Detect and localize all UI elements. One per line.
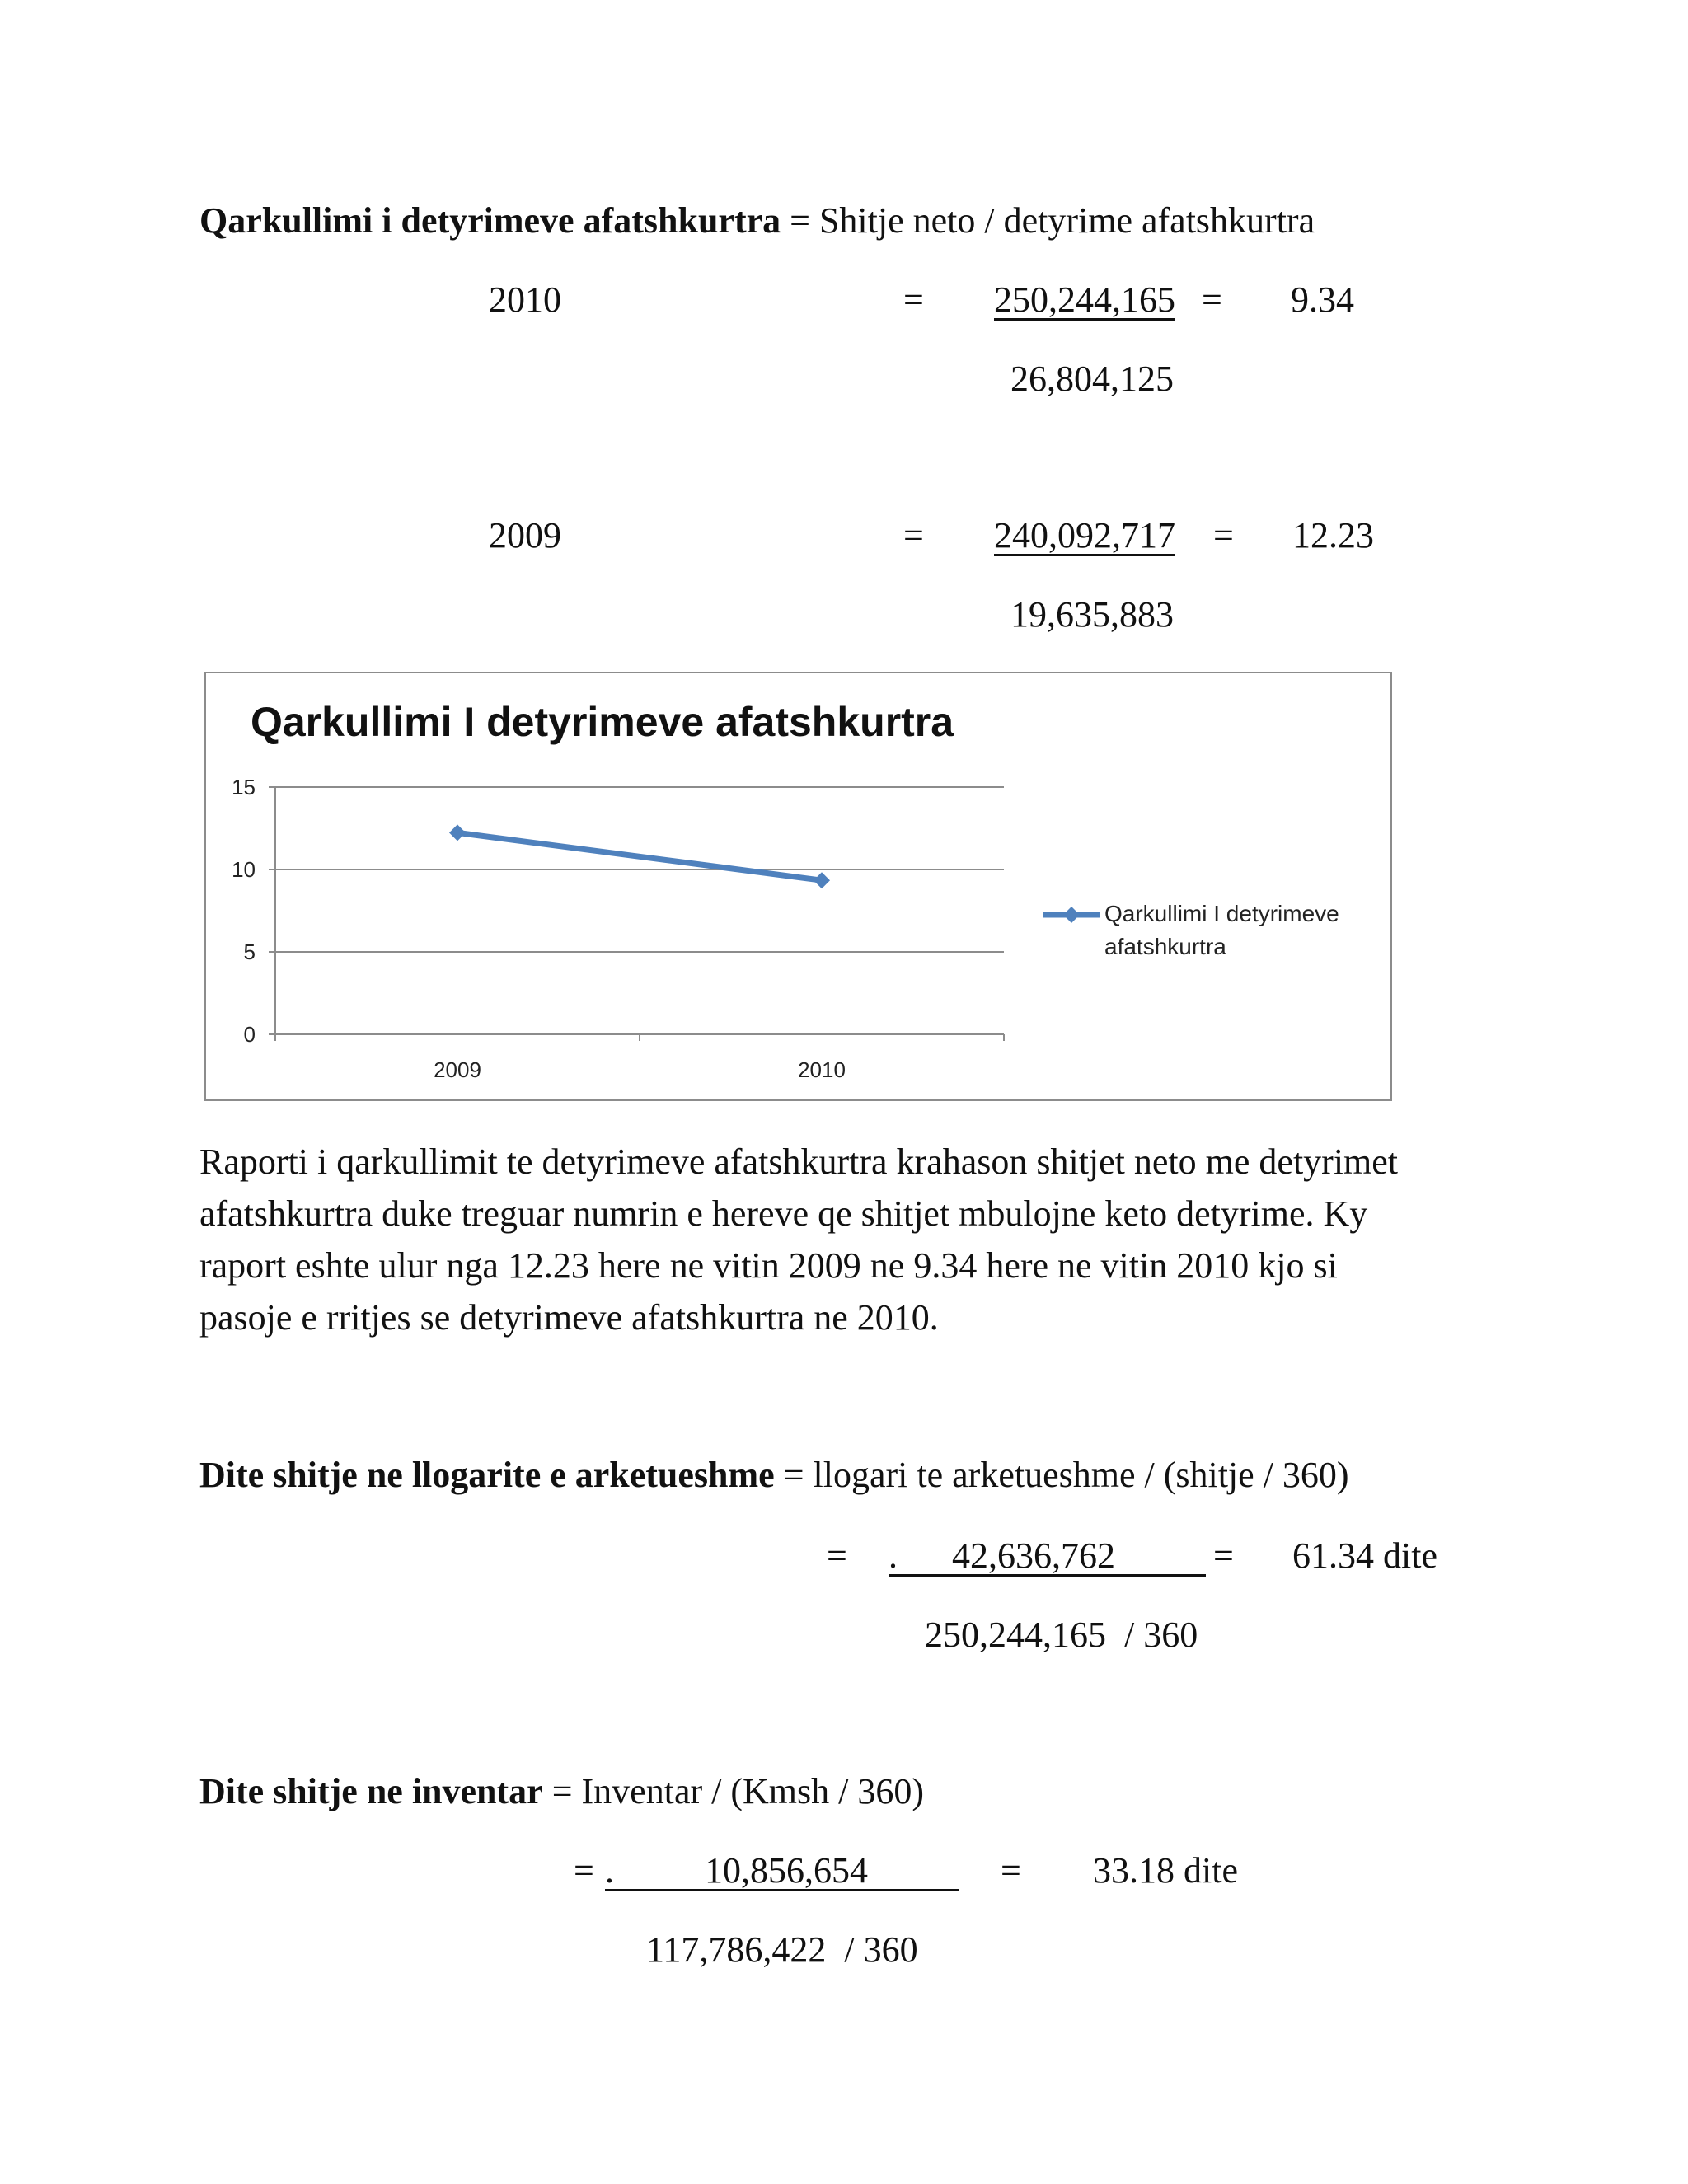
section3-equals: = — [574, 1850, 594, 1891]
paragraph-line: pasoje e rritjes se detyrimeve afatshkurtra ne 2010. — [199, 1297, 939, 1338]
y-tick-label: 10 — [232, 857, 256, 882]
row-2010-year: 2010 — [489, 279, 561, 320]
row-2010-equals: = — [903, 279, 924, 320]
section2-formula: = llogari te arketueshme / (shitje / 360) — [783, 1455, 1349, 1495]
section3-heading — [199, 1771, 924, 1811]
row-2009-result: 12.23 — [1292, 515, 1374, 555]
x-tick-label: 2009 — [434, 1057, 481, 1082]
section1-heading — [199, 200, 1315, 241]
data-point — [814, 872, 830, 888]
section1-formula: = Shitje neto / detyrime afatshkurtra — [790, 200, 1315, 241]
section2-title: Dite shitje ne llogarite e arketueshme — [199, 1455, 775, 1495]
row-2010-denominator: 26,804,125 — [1010, 359, 1174, 399]
row-2009-denominator: 19,635,883 — [1010, 594, 1174, 635]
analysis-paragraph — [199, 1136, 1485, 1343]
section3-formula: = Inventar / (Kmsh / 360) — [551, 1771, 924, 1811]
row-2010-result: 9.34 — [1291, 279, 1354, 320]
section3-numerator: . 10,856,654 — [605, 1850, 959, 1891]
line-chart — [204, 672, 1392, 1101]
section3-title: Dite shitje ne inventar — [199, 1771, 543, 1811]
section3-result: 33.18 dite — [1093, 1850, 1238, 1891]
section2-equals: = — [827, 1535, 847, 1576]
section1-title: Qarkullimi i detyrimeve afatshkurtra — [199, 200, 781, 241]
row-2009-equals-2: = — [1213, 515, 1234, 555]
x-tick-label: 2010 — [798, 1057, 846, 1082]
section2-denominator: 250,244,165 / 360 — [925, 1615, 1198, 1655]
series-line — [457, 832, 822, 880]
section2-result: 61.34 dite — [1292, 1535, 1437, 1576]
legend-label: Qarkullimi I detyrimeve afatshkurtra — [1104, 901, 1339, 959]
paragraph-line: afatshkurtra duke treguar numrin e hereve qe shitjet mbulojne keto detyrime. Ky — [199, 1193, 1368, 1234]
chart-title: Qarkullimi I detyrimeve afatshkurtra — [250, 699, 954, 745]
section3-denominator: 117,786,422 / 360 — [646, 1929, 918, 1970]
row-2010-equals-2: = — [1202, 279, 1222, 320]
legend-marker — [1063, 907, 1080, 923]
paragraph-line: raport eshte ulur nga 12.23 here ne vitin 2009 ne 9.34 here ne vitin 2010 kjo si — [199, 1245, 1338, 1286]
row-2009-numerator: 240,092,717 — [994, 515, 1175, 555]
section3-equals-2: = — [1001, 1850, 1021, 1891]
paragraph-line: Raporti i qarkullimit te detyrimeve afatshkurtra krahason shitjet neto me detyrimet — [199, 1141, 1399, 1182]
section2-heading — [199, 1457, 1349, 1493]
y-tick-label: 15 — [232, 775, 256, 799]
section2-equals-2: = — [1213, 1535, 1234, 1576]
row-2009-year: 2009 — [489, 515, 561, 555]
section2-numerator: . 42,636,762 — [889, 1535, 1206, 1576]
y-tick-label: 5 — [243, 940, 256, 964]
row-2009-equals: = — [903, 515, 924, 555]
data-point — [449, 824, 466, 841]
y-tick-label: 0 — [243, 1022, 256, 1047]
row-2010-numerator: 250,244,165 — [994, 279, 1175, 320]
